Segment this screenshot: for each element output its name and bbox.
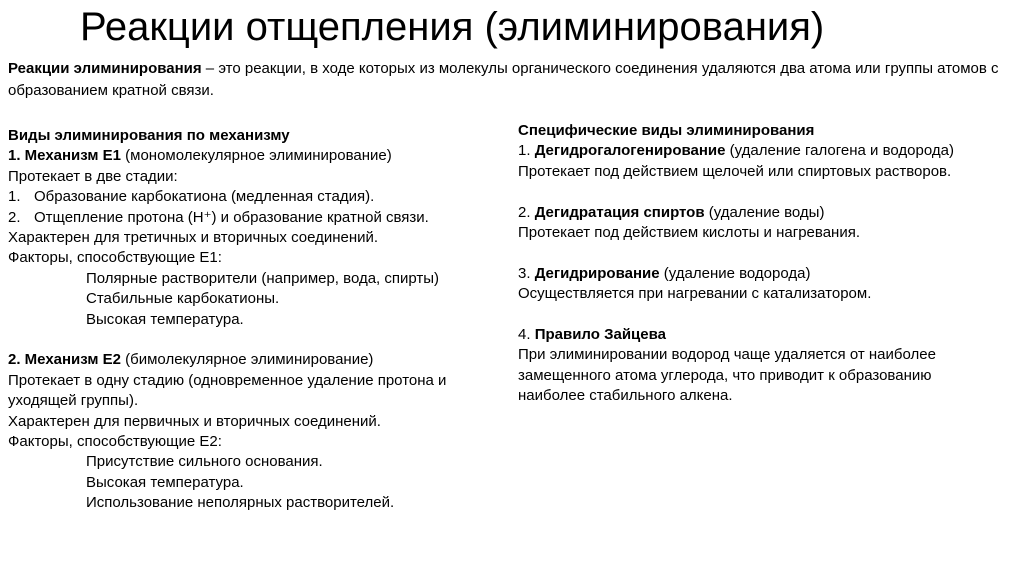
specific-item-3 <box>518 264 1018 284</box>
specific-item-3-term: Дегидрирование <box>534 264 660 282</box>
specific-item-2-num: 2. <box>518 203 535 221</box>
e1-factor-3: Высокая температура. <box>86 310 244 328</box>
specific-item-4 <box>518 325 1018 345</box>
e2-factor-1: Присутствие сильного основания. <box>86 453 323 471</box>
specific-item-1-desc: (удаление галогена и водорода) <box>725 142 954 160</box>
e1-typical: Характерен для третичных и вторичных соединений. <box>8 229 379 247</box>
specific-item-1-term: Дегидрогалогенирование <box>534 142 726 160</box>
specific-item-1-note: Протекает под действием щелочей или спиртовых растворов. <box>518 162 952 180</box>
e2-factor-2: Высокая температура. <box>86 473 244 491</box>
e2-stage-text: Протекает в одну стадию (одновременное удаление протона и уходящей группы). <box>8 371 447 410</box>
e1-stage-2-num: 2. <box>8 208 21 226</box>
specific-item-2 <box>518 203 1018 223</box>
intro-text: – это реакции, в ходе которых из молекулы органического соединения удаляются два атома или группы атомов с образованием кратной связи. <box>8 60 999 99</box>
specific-item-2-term: Дегидратация спиртов <box>534 203 705 221</box>
e1-factors-intro: Факторы, способствующие Е1: <box>8 249 222 267</box>
e1-stage-2 <box>8 208 503 228</box>
e2-title: 2. Механизм Е2 <box>8 351 121 369</box>
specific-item-4-term: Правило Зайцева <box>534 326 666 344</box>
zaitsev-line-1: При элиминировании водород чаще удаляется от наиболее <box>518 346 936 364</box>
specific-item-2-desc: (удаление воды) <box>704 203 825 221</box>
e1-stage-2-text: Отщепление протона (Н⁺) и образование кратной связи. <box>34 208 429 226</box>
e1-stage-1 <box>8 187 503 207</box>
e1-stages-intro: Протекает в две стадии: <box>8 167 178 185</box>
e1-factor-2: Стабильные карбокатионы. <box>86 290 280 308</box>
zaitsev-line-3: наиболее стабильного алкена. <box>518 387 733 405</box>
specific-item-2-note: Протекает под действием кислоты и нагревания. <box>518 224 860 242</box>
e1-stage-1-text: Образование карбокатиона (медленная стадия). <box>34 188 375 206</box>
specific-types-column <box>518 121 1018 407</box>
e1-title: 1. Механизм Е1 <box>8 147 121 165</box>
specific-heading: Специфические виды элиминирования <box>518 122 815 139</box>
specific-item-3-note: Осуществляется при нагревании с катализатором. <box>518 285 872 303</box>
mechanism-column <box>8 126 503 514</box>
slide-title: Реакции отщепления (элиминирования) <box>80 5 825 49</box>
mechanism-heading: Виды элиминирования по механизму <box>8 127 290 144</box>
e2-factors-intro: Факторы, способствующие Е2: <box>8 433 222 451</box>
e2-typical: Характерен для первичных и вторичных соединений. <box>8 412 381 430</box>
specific-item-3-desc: (удаление водорода) <box>659 264 811 282</box>
e1-factor-1: Полярные растворители (например, вода, спирты) <box>86 269 440 287</box>
e2-desc: (бимолекулярное элиминирование) <box>120 351 374 369</box>
e1-stage-1-num: 1. <box>8 188 21 206</box>
intro-term: Реакции элиминирования <box>8 60 202 77</box>
specific-item-3-num: 3. <box>518 264 535 282</box>
zaitsev-line-2: замещенного атома углерода, что приводит к образованию <box>518 366 932 384</box>
specific-item-1-num: 1. <box>518 142 535 160</box>
specific-item-1 <box>518 141 1018 161</box>
e2-factor-3: Использование неполярных растворителей. <box>86 494 395 512</box>
intro-definition <box>8 58 1013 102</box>
e1-desc: (мономолекулярное элиминирование) <box>120 147 392 165</box>
specific-item-4-num: 4. <box>518 326 535 344</box>
